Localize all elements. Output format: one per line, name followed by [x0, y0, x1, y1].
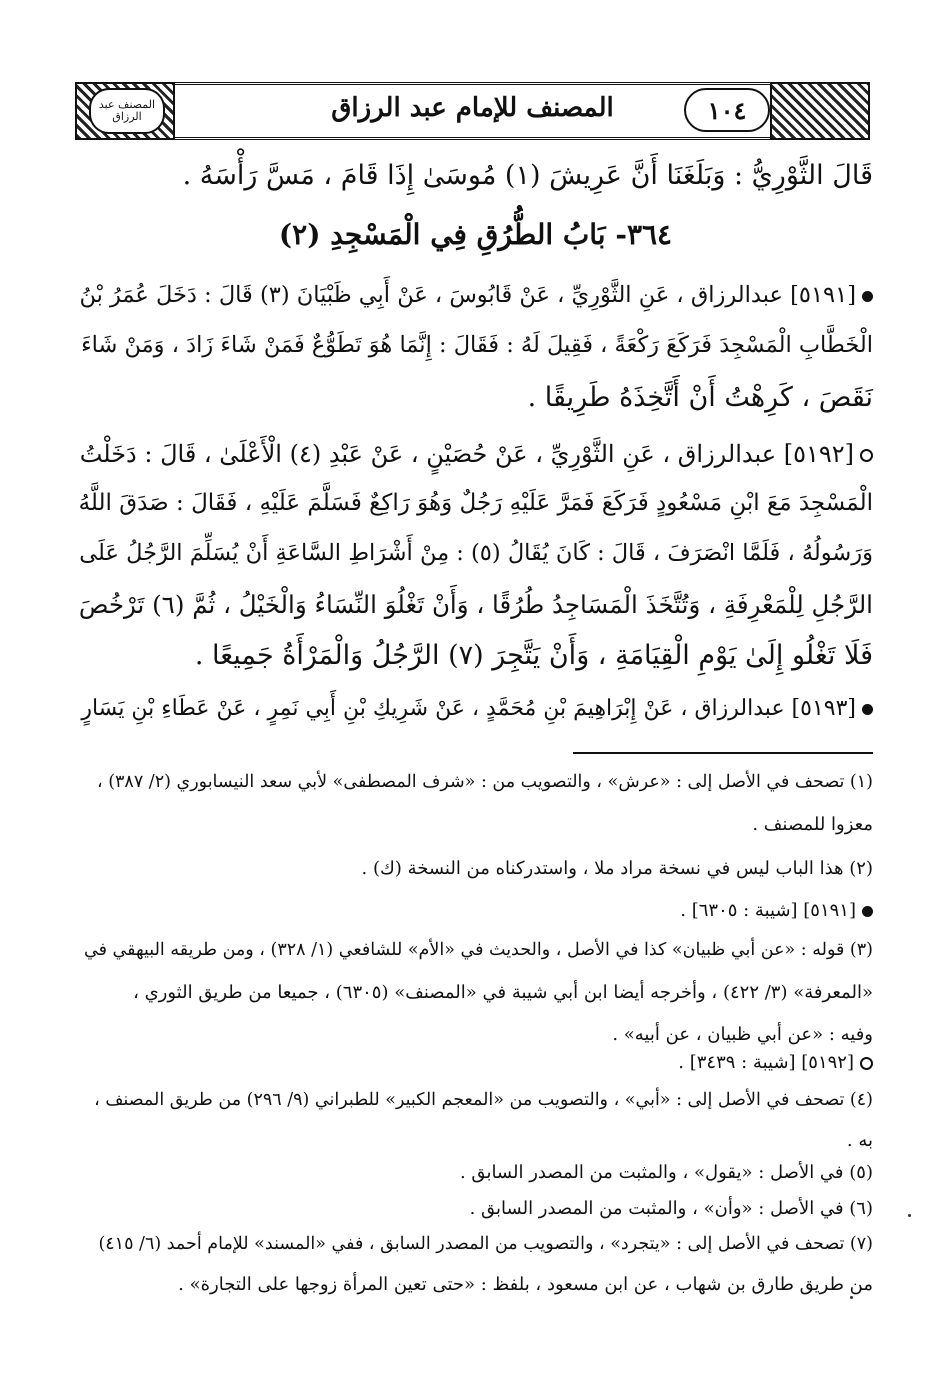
reference-line — [78, 1052, 873, 1073]
chapter-heading: ٣٦٤- بَابُ الطُّرُقِ فِي الْمَسْجِدِ (٢) — [278, 218, 673, 251]
text-span: [٥١٩١] [شيبة : ٦٣٠٥] . — [680, 900, 856, 921]
footnote-line: (١) تصحف في الأصل إلى : «عرش» ، والتصويب من : «شرف المصطفى» لأبي سعد النيسابوري (٢/ ٣٨٧) ، — [96, 772, 873, 792]
footnote-line: (٦) في الأصل : «وأن» ، والمثبت من المصدر السابق . — [469, 1198, 873, 1219]
hadith-5193-line — [78, 696, 873, 721]
scan-speck — [850, 1296, 853, 1299]
text-span: [٥١٩١] عبدالرزاق ، عَنِ الثَّوْرِيِّ ، عَنْ قَابُوسَ ، عَنْ أَبِي ظَبْيَانَ (٣) قَالَ : دَخَلَ عُمَرُ بْنُ — [79, 282, 856, 308]
footnote-line: (٢) هذا الباب ليس في نسخة مراد ملا ، واستدركناه من النسخة (ك) . — [361, 858, 873, 879]
header-band — [175, 82, 770, 140]
footnote-line: (٤) تصحف في الأصل إلى : «أبي» ، والتصويب من «المعجم الكبير» للطبراني (٩/ ٢٩٦) من طريق المصنف ، — [94, 1090, 873, 1110]
open-bullet-icon — [860, 1057, 873, 1070]
book-seal-logo: المصنف عبد الرزاق — [89, 88, 165, 134]
filled-bullet-icon — [862, 704, 873, 715]
footnote-separator — [573, 752, 873, 754]
footnote-line: وفيه : «عن أبي ظبيان ، عن أبيه» . — [612, 1024, 873, 1045]
page-number: ١٠٤ — [684, 88, 770, 132]
reference-line — [78, 900, 873, 921]
text-line: فَلَا تَغْلُو إِلَىٰ يَوْمِ الْقِيَامَةِ ، وَأَنْ يَتَّجِرَ (٧) الرَّجُلُ وَالْمَرْأَةُ جَمِيعًا . — [194, 640, 873, 671]
text-line: نَقَصَ ، كَرِهْتُ أَنْ أَتَّخِذَهُ طَرِيقًا . — [527, 382, 873, 413]
text-span: [٥١٩٢] [شيبة : ٣٤٣٩] . — [678, 1052, 854, 1073]
page-header — [75, 82, 870, 140]
footnote-line: معزوا للمصنف . — [752, 814, 873, 835]
text-line: الرَّجُلِ لِلْمَعْرِفَةِ ، وَتُتَّخَذَ الْمَسَاجِدُ طُرُقًا ، وَأَنْ تَغْلُوَ النِّسَاءُ وَالْخَيْلُ ، ثُمَّ (٦) تَرْخُصَ — [78, 590, 873, 619]
open-bullet-icon — [860, 449, 873, 462]
footnote-line: (٧) تصحف في الأصل إلى : «يتجرد» ، والتصويب من المصدر السابق ، ففي «المسند» للإمام أحمد (٦/ ٤١٥) — [98, 1234, 873, 1254]
hadith-5192-line — [78, 440, 873, 468]
footnote-line: (٥) في الأصل : «يقول» ، والمثبت من المصدر السابق . — [459, 1162, 873, 1183]
footnote-line: «المعرفة» (٣/ ٤٢٢) ، وأخرجه أيضا ابن أبي شيبة في «المصنف» (٦٣٠٥) ، جميعا من طريق الثوري ، — [133, 982, 873, 1003]
text-line: وَرَسُولُهُ ، فَلَمَّا انْصَرَفَ ، قَالَ : كَانَ يُقَالُ (٥) : مِنْ أَشْرَاطِ السَّاعَةِ أَنْ يُسَلِّمَ الرَّجُلُ عَلَى — [79, 540, 873, 566]
text-span: [٥١٩٣] عبدالرزاق ، عَنْ إِبْرَاهِيمَ بْنِ مُحَمَّدٍ ، عَنْ شَرِيكِ بْنِ أَبِي نَمِرٍ ، عَنْ عَطَاءِ بْنِ يَسَارٍ — [81, 696, 856, 721]
footnote-line: من طريق طارق بن شهاب ، عن ابن مسعود ، بلفظ : «حتى تعين المرأة زوجها على التجارة» . — [178, 1274, 873, 1295]
hadith-5191-line — [78, 282, 873, 308]
filled-bullet-icon — [862, 906, 873, 917]
scan-speck — [908, 1214, 911, 1217]
filled-bullet-icon — [862, 291, 873, 302]
text-line: قَالَ الثَّوْرِيُّ : وَبَلَغَنَا أَنَّ عَرِيشَ (١) مُوسَىٰ إِذَا قَامَ ، مَسَّ رَأْسَهُ . — [182, 160, 873, 191]
footnote-line: به . — [846, 1130, 873, 1151]
text-line: الْمَسْجِدَ مَعَ ابْنِ مَسْعُودٍ فَرَكَعَ فَمَرَّ عَلَيْهِ رَجُلٌ وَهُوَ رَاكِعٌ فَسَلَّمَ عَلَيْهِ ، فَقَالَ : صَدَقَ اللَّهُ — [78, 490, 873, 516]
book-title: المصنف للإمام عبد الرزاق — [331, 93, 614, 123]
header-ornament-right — [770, 82, 870, 140]
footnote-line: (٣) قوله : «عن أبي ظبيان» كذا في الأصل ، والحديث في «الأم» للشافعي (١/ ٣٢٨) ، ومن طريقه البيهقي في — [84, 940, 873, 960]
text-span: [٥١٩٢] عبدالرزاق ، عَنِ الثَّوْرِيِّ ، عَنْ حُصَيْنٍ ، عَنْ عَبْدِ (٤) الْأَعْلَىٰ ، قَالَ : دَخَلْتُ — [79, 440, 854, 468]
text-line: الْخَطَّابِ الْمَسْجِدَ فَرَكَعَ رَكْعَةً ، فَقِيلَ لَهُ : فَقَالَ : إِنَّمَا هُوَ تَطَوُّعٌ فَمَنْ شَاءَ زَادَ ، وَمَنْ شَاءَ — [81, 332, 873, 358]
